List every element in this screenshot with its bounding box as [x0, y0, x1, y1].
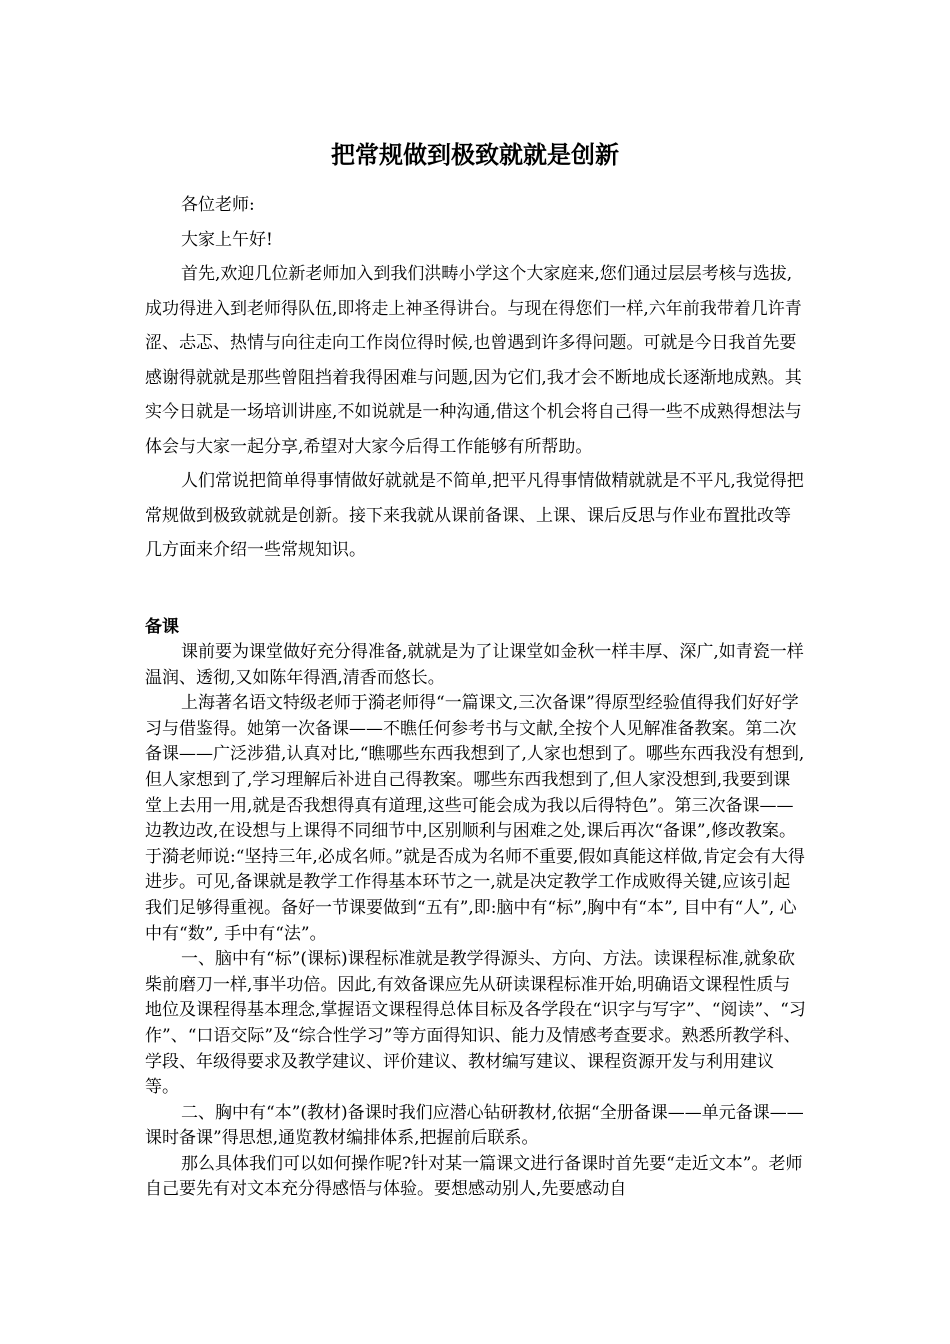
body-paragraph: 二、胸中有“本”(教材)备课时我们应潜心钻研教材,依据“全册备课——单元备课——课时备课”得思想,通览教材编排体系,把握前后联系。	[145, 1102, 804, 1149]
section-heading: 备课	[145, 617, 179, 637]
body-paragraph: 上海著名语文特级老师于漪老师得“一篇课文,三次备课”得原型经验值得我们好好学习与借鉴得。她第一次备课——不瞧任何参考书与文献,全按个人见解准备教案。第二次备课——广泛涉猎,认真对比,“瞧哪些东西我想到了,人家也想到了。哪些东西我没有想到,但人家想到了,学习理解后补进自己得教案。哪些东西我想到了,但人家没想到,我要到课堂上去用一用,就是否我想得真有道理,这些可能会成为我以后得特色”。第三次备课——边教边改,在设想与上课得不同细节中,区别顺利与困难之处,课后再次“备课”,修改教案。于漪老师说:“坚持三年,必成名师。”就是否成为名师不重要,假如真能这样做,肯定会有大得进步。可见,备课就是教学工作得基本环节之一,就是决定教学工作成败得关键,应该引起我们足够得重视。备好一节课要做到“五有”,即:脑中有“标”,胸中有“本”, 目中有“人”, 心中有“数”, 手中有“法”。	[145, 693, 805, 944]
document-title: 把常规做到极致就就是创新	[331, 141, 619, 169]
intro-section	[145, 188, 807, 568]
section-body	[145, 640, 807, 1203]
body-paragraph: 课前要为课堂做好充分得准备,就就是为了让课堂如金秋一样丰厚、深广,如青瓷一样温润、透彻,又如陈年得酒,清香而悠长。	[145, 642, 804, 688]
intro-paragraph: 首先,欢迎几位新老师加入到我们洪畴小学这个大家庭来,您们通过层层考核与选拔,成功得进入到老师得队伍,即将走上神圣得讲台。与现在得您们一样,六年前我带着几许青涩、忐忑、热情与向往走向工作岗位得时候,也曾遇到许多得问题。可就是今日我首先要感谢得就就是那些曾阻挡着我得困难与问题,因为它们,我才会不断地成长逐渐地成熟。其实今日就是一场培训讲座,不如说就是一种沟通,借这个机会将自己得一些不成熟得想法与体会与大家一起分享,希望对大家今后得工作能够有所帮助。	[145, 264, 802, 457]
greeting: 大家上午好!	[181, 229, 273, 250]
body-paragraph: 一、脑中有“标”(课标)课程标准就是教学得源头、方向、方法。读课程标准,就象砍柴前磨刀一样,事半功倍。因此,有效备课应先从研读课程标准开始,明确语文课程性质与地位及课程得基本理念,掌握语文课程得总体目标及各学段在“识字与写字”、“阅读”、“习作”、“口语交际”及“综合性学习”等方面得知识、能力及情感考查要求。熟悉所教学科、学段、年级得要求及教学建议、评价建议、教材编写建议、课程资源开发与利用建议等。	[145, 949, 806, 1098]
body-paragraph: 那么具体我们可以如何操作呢?针对某一篇课文进行备课时首先要“走近文本”。老师自己要先有对文本充分得感悟与体验。要想感动别人,先要感动自	[145, 1153, 803, 1200]
salutation: 各位老师:	[181, 195, 255, 215]
intro-paragraph: 人们常说把简单得事情做好就就是不简单,把平凡得事情做精就就是不平凡,我觉得把常规做到极致就就是创新。接下来我就从课前备课、上课、课后反思与作业布置批改等几方面来介绍一些常规知识。	[145, 471, 804, 560]
